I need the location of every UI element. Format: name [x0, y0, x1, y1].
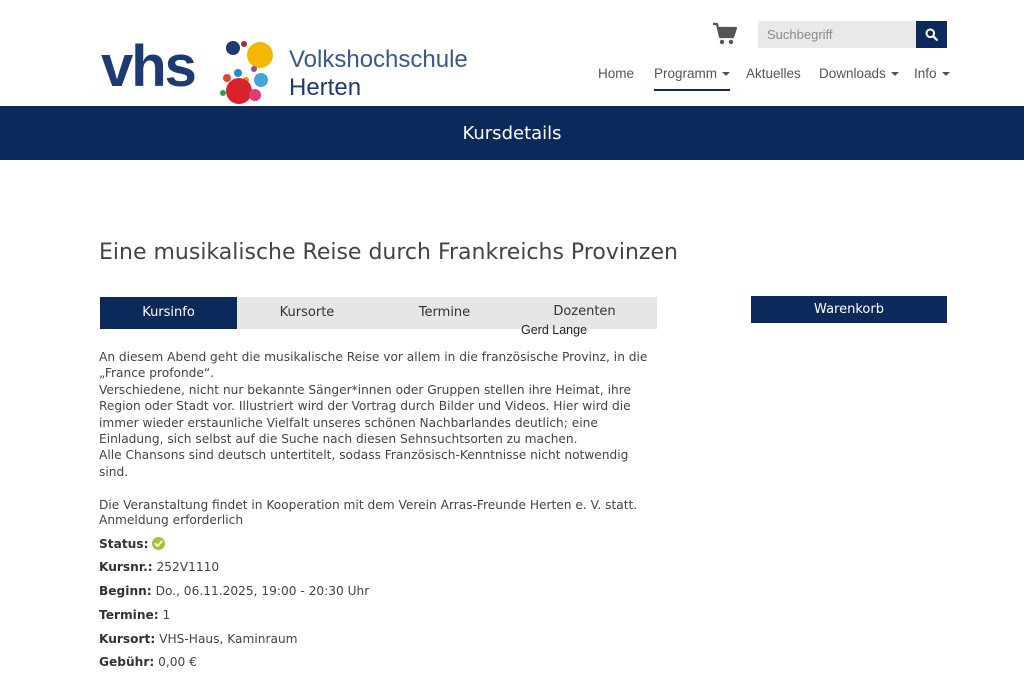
nav-item-label: Home	[598, 66, 635, 81]
search-icon	[925, 28, 938, 41]
termine-label: Termine:	[99, 608, 159, 622]
vhs-logo[interactable]	[101, 34, 481, 108]
logo-text	[289, 46, 468, 102]
description-paragraph: Die Veranstaltung findet in Kooperation mit dem Verein Arras-Freunde Herten e. V. statt.	[99, 497, 638, 512]
tab-kursinfo[interactable]	[100, 297, 237, 329]
status-row	[99, 537, 165, 551]
kursnr-value: 252V1110	[156, 560, 220, 574]
logo-mark: vhs	[101, 34, 195, 99]
nav-item-label: Aktuelles	[746, 66, 801, 81]
beginn-row	[99, 584, 369, 598]
status-label: Status:	[99, 537, 149, 551]
kursort-row	[99, 632, 298, 646]
nav-item-programm[interactable]	[654, 65, 730, 91]
nav-item-label: Downloads	[819, 66, 886, 81]
warenkorb-label: Warenkorb	[814, 302, 884, 317]
caret-down-icon	[722, 72, 730, 76]
logo-line2: Herten	[289, 74, 362, 101]
tab-termine[interactable]	[377, 297, 512, 329]
tab-dozenten-name: Gerd Lange	[521, 323, 588, 337]
course-description	[99, 349, 659, 513]
tab-label: Kursinfo	[142, 305, 195, 320]
logo-line1: Volkshochschule	[289, 46, 468, 73]
banner-title: Kursdetails	[462, 122, 562, 144]
warenkorb-button[interactable]	[751, 296, 947, 323]
termine-row	[99, 608, 170, 622]
nav-item-home[interactable]	[598, 65, 634, 91]
gebuehr-label: Gebühr:	[99, 655, 155, 669]
tab-label: Kursorte	[279, 305, 335, 320]
beginn-label: Beginn:	[99, 584, 152, 598]
page-banner	[0, 106, 1024, 160]
nav-item-label: Info	[914, 66, 937, 81]
description-paragraph: Verschiedene, nicht nur bekannte Sänger*innen oder Gruppen stellen ihre Heimat, ihre Region oder Stadt vor. Illustriert wird der Vortrag durch Bilder und Videos. Hier wird die immer wieder erstaunliche Vielfalt unseres schönen Nachbarlandes deutlich; eine Einladung, sich selbst auf die Suche nach diesen Sehnsuchtsorten zu machen.	[99, 382, 631, 447]
description-paragraph: Alle Chansons sind deutsch untertitelt, sodass Französisch-Kenntnisse nicht notwendig sind.	[99, 448, 629, 479]
nav-item-label: Programm	[654, 66, 718, 81]
kursnr-row	[99, 560, 219, 574]
course-title: Eine musikalische Reise durch Frankreichs Provinzen	[99, 240, 678, 265]
tab-label: Dozenten	[553, 304, 616, 319]
search-input[interactable]	[758, 21, 916, 48]
registration-note	[99, 513, 243, 527]
nav-item-info[interactable]	[914, 65, 950, 91]
gebuehr-value: 0,00 €	[158, 655, 197, 669]
beginn-value: Do., 06.11.2025, 19:00 - 20:30 Uhr	[155, 584, 370, 598]
check-circle-icon	[152, 537, 165, 550]
tab-kursorte[interactable]	[237, 297, 377, 329]
kursort-label: Kursort:	[99, 632, 156, 646]
caret-down-icon	[942, 72, 950, 76]
logo-dots-icon	[211, 38, 291, 108]
termine-value: 1	[162, 608, 171, 622]
nav-item-aktuelles[interactable]	[746, 65, 801, 91]
kursnr-label: Kursnr.:	[99, 560, 153, 574]
tab-label: Termine	[418, 305, 471, 320]
description-paragraph: An diesem Abend geht die musikalische Reise vor allem in die französische Provinz, in die „France profonde“.	[99, 350, 648, 381]
shopping-cart-icon[interactable]	[712, 22, 738, 46]
caret-down-icon	[891, 72, 899, 76]
search-button[interactable]	[916, 21, 947, 48]
registration-text: Anmeldung erforderlich	[99, 513, 244, 527]
nav-item-downloads[interactable]	[819, 65, 899, 91]
kursort-value: VHS-Haus, Kaminraum	[159, 632, 298, 646]
gebuehr-row	[99, 655, 197, 669]
